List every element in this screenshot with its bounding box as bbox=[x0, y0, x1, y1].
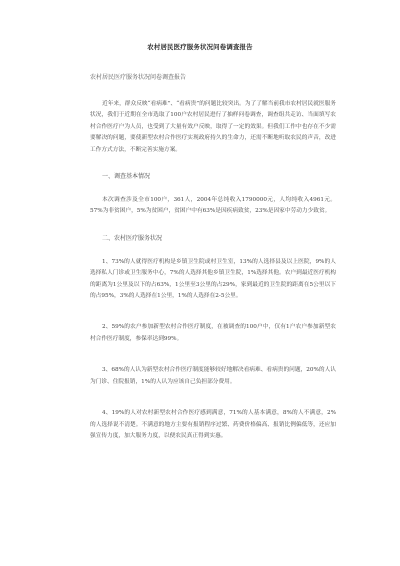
intro-paragraph: 近年来，群众反映“看病难”、“看病贵”的问题比较突出。为了了解当前我市农村居民就医服务状况，我们于近期在全市选取了100户农村居民进行了抽样问卷调查，调查组共走访、当面填写农村合作医疗户为人员，也受到了大量有效户反映，取得了一定的效果。但我们工作中也存在不少需要解决的问题，要使新型农村合作医疗实现政府持久的生命力，还需不断地听取农民的声音，改进工作方式方法，不断完善实施方案。 bbox=[90, 101, 336, 153]
document-title: 农村居民医疗服务状况问卷调查报告 bbox=[147, 43, 253, 51]
document-body bbox=[90, 99, 336, 442]
section-heading-basic: 一、调查基本情况 bbox=[102, 173, 151, 181]
medical-item-3: 3、68%的人认为新型农村合作医疗制度能够较好地解决看病难、看病贵的问题，20%的人认为门诊、住院报销，1%的人认为应该自己负担部分费用。 bbox=[90, 367, 336, 385]
document-subtitle: 农村居民医疗服务状况问卷调查报告 bbox=[90, 74, 187, 81]
medical-item-1: 1、73%的人就得医疗机构是乡镇卫生院或村卫生室，13%的人选择县及以上医院，9%的人选择私人门诊或卫生服务中心，7%的人选择其他乡镇卫生院，1%选择其他。农户到最近医疗机构的距离为1公里及以下的占63%，1公里至3公里的占29%，家到最近的卫生院的距离在5公里以下的占95%，3%的人选择在1公里，1%的人选择在2-5公里。 bbox=[90, 258, 336, 300]
section-heading-medical: 二、农村医疗服务状况 bbox=[102, 234, 163, 242]
section-paragraph-basic: 本次调查涉及全市100户，361人，2004年总纯收入1790000元，人均纯收入4961元。57%为非贫困户，5%为贫困户，贫困户中有63%是因疾病致贫，23%是因家中劳动力少致贫。 bbox=[90, 197, 336, 215]
medical-item-2: 2、59%的农户参加新型农村合作医疗制度，在被调查的100户中，仅有1户农户参加新型农村合作医疗制度，参保率达到99%。 bbox=[90, 324, 336, 342]
medical-item-4: 4、19%的人对农村新型农村合作医疗感到满意，71%的人基本满意，8%的人不满意，2%的人选择说不清楚。不满意的地方主要有报销程序过繁、药费价格偏高、报销比例偏低等，还应加强宣传力度，加大服务力度，以便农民真正得到实惠。 bbox=[90, 410, 336, 439]
